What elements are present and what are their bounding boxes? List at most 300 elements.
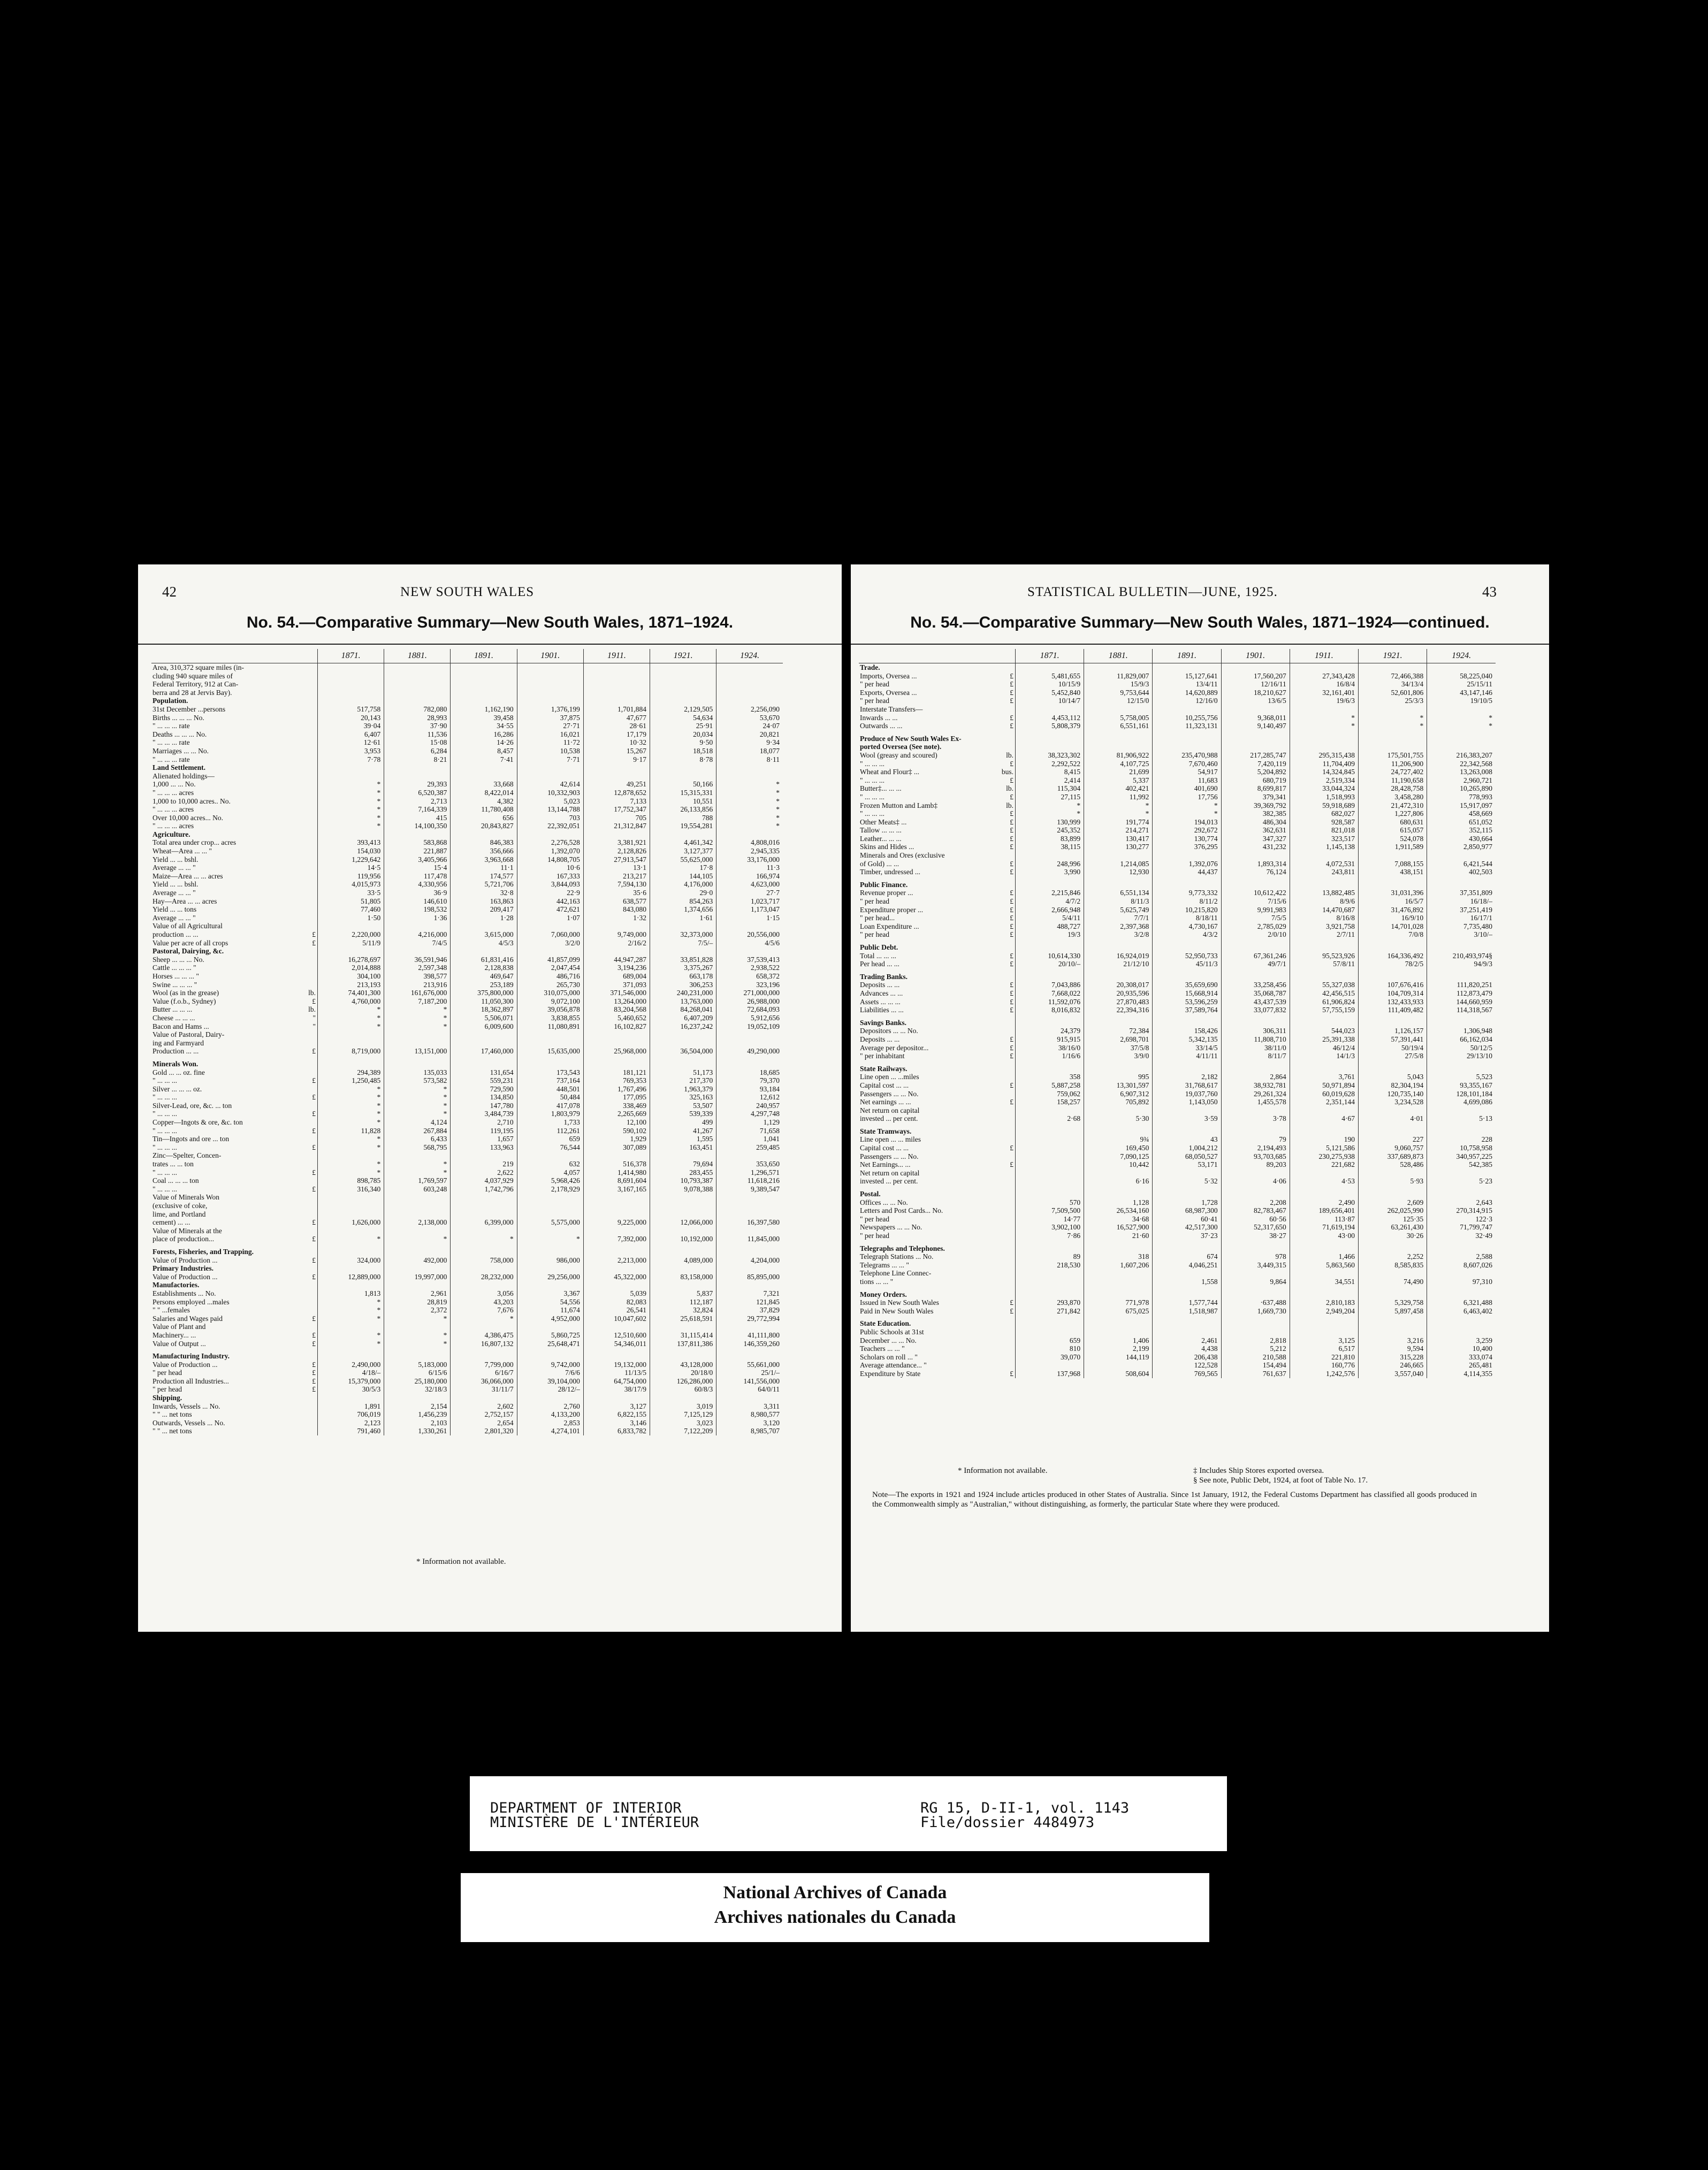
cell-value: 194,013 [1153, 818, 1221, 827]
cell-value: 3/2/0 [517, 939, 583, 948]
table-row [859, 784, 1496, 793]
table-row [859, 1090, 1496, 1098]
row-label: State Education. [860, 1319, 911, 1328]
cell-value: 85,895,000 [716, 1273, 783, 1281]
cell-value [583, 947, 650, 956]
row-unit [306, 672, 317, 681]
row-unit [997, 1090, 1015, 1098]
cell-value: 2,292,522 [1015, 760, 1084, 768]
row-unit [306, 830, 317, 839]
row-label: December ... ... No. [860, 1336, 917, 1344]
row-label: " ... ... ... [860, 759, 885, 768]
cell-value: 22,342,568 [1427, 760, 1496, 768]
cell-value [583, 763, 650, 772]
row-label: Manufacturing Industry. [152, 1352, 230, 1361]
cell-value: 217,370 [650, 1076, 716, 1085]
cell-value: * [318, 1005, 384, 1014]
cell-value: 5,329,758 [1358, 1298, 1427, 1307]
footnote-1: * Information not available. [958, 1466, 1048, 1475]
cell-value: 19/10/5 [1427, 697, 1496, 705]
cell-value [1427, 1328, 1496, 1336]
row-label: Deposits ... ... [860, 1035, 900, 1043]
row-label [151, 1056, 306, 1060]
cell-value: 33,176,000 [716, 855, 783, 864]
cell-value: 2,938,522 [716, 964, 783, 972]
cell-value [1221, 1127, 1290, 1136]
cell-value [1290, 973, 1358, 981]
row-label: Outwards, Vessels ... No. [152, 1418, 225, 1427]
cell-value: 431,232 [1221, 843, 1290, 851]
cell-value: 1,296,571 [716, 1168, 783, 1177]
row-label: (exclusive of coke, [152, 1202, 208, 1210]
cell-value: 26,541 [583, 1306, 650, 1315]
cell-value: 337,689,873 [1358, 1152, 1427, 1161]
cell-value: 20,308,017 [1084, 981, 1153, 989]
row-unit: £ [1010, 671, 1013, 680]
cell-value: 11·3 [716, 864, 783, 872]
cell-value [451, 697, 517, 705]
cell-value [517, 1243, 583, 1248]
cell-value: 262,025,990 [1358, 1206, 1427, 1215]
row-label: Wool (greasy and scoured) [860, 751, 937, 759]
cell-value: 11,829,007 [1084, 672, 1153, 681]
cell-value [1358, 1014, 1427, 1019]
row-label: Public Debt. [860, 943, 898, 951]
cell-value: 10,793,387 [650, 1176, 716, 1185]
row-unit [997, 1190, 1015, 1198]
cell-value: 15,267 [583, 747, 650, 755]
cell-value: 61,831,416 [451, 956, 517, 964]
cell-value: 89,203 [1221, 1160, 1290, 1169]
cell-value [517, 1210, 583, 1219]
cell-value: 2,622 [451, 1168, 517, 1177]
cell-value: 2/0/10 [1221, 930, 1290, 939]
cell-value: * [318, 1143, 384, 1152]
table-note: Note—The exports in 1921 and 1924 include articles produced in other States of Australia. Since 1st January, 1912, the Federal Customs Department has classified all goods produced in the Commonwealth simply as "Australian," without distinguishing, as formerly, the particular State where they were produced. [872, 1491, 1477, 1509]
cell-value: 4·01 [1358, 1114, 1427, 1123]
row-unit [997, 730, 1015, 735]
row-label: Assets ... ... ... [860, 997, 901, 1006]
cell-value [318, 1056, 384, 1060]
cell-value [384, 680, 451, 689]
cell-value: 7·41 [451, 755, 517, 764]
cell-value: 898,785 [318, 1176, 384, 1185]
cell-value: 20,556,000 [716, 930, 783, 939]
cell-value: 680,631 [1358, 818, 1427, 827]
cell-value [1015, 1123, 1084, 1127]
cell-value [451, 1394, 517, 1402]
cell-value: 4,730,167 [1153, 922, 1221, 931]
row-unit: £ [312, 1256, 316, 1264]
cell-value [650, 1248, 716, 1256]
cell-value: 10,255,756 [1153, 714, 1221, 722]
cell-value: 2,276,528 [517, 838, 583, 847]
row-label: " ... ... ... acres [152, 788, 194, 797]
row-unit: £ [1010, 1160, 1013, 1169]
summary-table [151, 649, 783, 1435]
cell-value: 3,761 [1290, 1073, 1358, 1081]
cell-value [384, 1243, 451, 1248]
table-row [859, 1353, 1496, 1362]
cell-value [650, 689, 716, 697]
table-row [151, 1306, 783, 1315]
row-label: Letters and Post Cards... No. [860, 1206, 943, 1215]
cell-value: * [318, 1298, 384, 1306]
cell-value: 4,808,016 [716, 838, 783, 847]
cell-value: 542,385 [1427, 1160, 1496, 1169]
cell-value [1153, 730, 1221, 735]
row-label: Depositors ... ... No. [860, 1027, 918, 1035]
cell-value: 33,668 [451, 780, 517, 789]
cell-value [1084, 1269, 1153, 1278]
cell-value: 1,173,047 [716, 905, 783, 914]
cell-value [1221, 881, 1290, 889]
cell-value: 31,476,892 [1358, 906, 1427, 914]
row-label: Timber, undressed ... [860, 868, 920, 876]
cell-value: 20,935,596 [1084, 989, 1153, 998]
cell-value: 68,050,527 [1153, 1152, 1221, 1161]
cell-value: 978 [1221, 1252, 1290, 1261]
cell-value [517, 697, 583, 705]
cell-value: 1,595 [650, 1135, 716, 1143]
cell-value: * [1084, 809, 1153, 818]
cell-value: 7,420,119 [1221, 760, 1290, 768]
table-row [859, 1315, 1496, 1319]
cell-value [384, 1227, 451, 1235]
cell-value: 8,719,000 [318, 1047, 384, 1056]
table-row [859, 705, 1496, 714]
cell-value: 32·8 [451, 889, 517, 897]
cell-value [1290, 1169, 1358, 1178]
cell-value [1015, 1106, 1084, 1115]
cell-value: 27·7 [716, 889, 783, 897]
cell-value: 25/3/3 [1358, 697, 1427, 705]
cell-value [583, 1264, 650, 1273]
row-unit: £ [1010, 809, 1013, 818]
table-row [859, 939, 1496, 943]
cell-value: 132,433,933 [1358, 998, 1427, 1006]
cell-value: 778,993 [1427, 793, 1496, 801]
cell-value: 15·4 [384, 864, 451, 872]
table-row [859, 1152, 1496, 1161]
cell-value [1221, 730, 1290, 735]
row-label: Copper—Ingots & ore, &c. ton [152, 1118, 243, 1127]
cell-value: 8·78 [650, 755, 716, 764]
cell-value: 39,104,000 [517, 1377, 583, 1386]
row-unit [997, 735, 1015, 743]
cell-value [1015, 1014, 1084, 1019]
table-row [151, 897, 783, 906]
cell-value: 1,669,730 [1221, 1307, 1290, 1316]
cell-value [650, 1348, 716, 1352]
cell-value: 130,999 [1015, 818, 1084, 827]
cell-value [318, 680, 384, 689]
cell-value: 55,625,000 [650, 855, 716, 864]
cell-value: 1,374,656 [650, 905, 716, 914]
cell-value: 6,399,000 [451, 1218, 517, 1227]
cell-value: 854,263 [650, 897, 716, 906]
cell-value [1153, 1019, 1221, 1027]
cell-value [1358, 1169, 1427, 1178]
cell-value [1427, 1286, 1496, 1290]
row-unit [997, 968, 1015, 973]
cell-value: 198,532 [384, 905, 451, 914]
cell-value [384, 830, 451, 839]
cell-value [1015, 1319, 1084, 1328]
cell-value: 2,818 [1221, 1336, 1290, 1345]
cell-value: 259,485 [716, 1143, 783, 1152]
cell-value: 4,382 [451, 797, 517, 806]
cell-value: 4/11/11 [1153, 1052, 1221, 1060]
cell-value: 6,421,544 [1427, 860, 1496, 868]
row-unit: £ [312, 1272, 316, 1281]
table-row [859, 1135, 1496, 1144]
cell-value [1015, 1152, 1084, 1161]
cell-value: 15/9/3 [1084, 680, 1153, 689]
row-unit [306, 797, 317, 806]
cell-value: 2,178,929 [517, 1185, 583, 1194]
cell-value: 3,902,100 [1015, 1223, 1084, 1232]
row-label: Yield ... ... bshl. [152, 855, 199, 864]
cell-value: 1,803,979 [517, 1110, 583, 1118]
cell-value: 1,129 [716, 1118, 783, 1127]
cell-value: 34/13/4 [1358, 680, 1427, 689]
cell-value: 1,376,199 [517, 705, 583, 714]
row-unit [997, 1315, 1015, 1319]
row-label: Minerals Won. [152, 1059, 199, 1068]
cell-value: 2,752,157 [451, 1410, 517, 1419]
cell-value [318, 1202, 384, 1210]
cell-value [650, 763, 716, 772]
cell-value: 21·60 [1084, 1232, 1153, 1240]
cell-value: * [318, 1118, 384, 1127]
cell-value: 60·41 [1153, 1215, 1221, 1224]
cell-value: 2,801,320 [451, 1427, 517, 1435]
table-row [859, 922, 1496, 931]
table-row [859, 818, 1496, 827]
cell-value [1084, 1290, 1153, 1299]
row-unit [997, 1215, 1015, 1224]
cell-value: 265,481 [1427, 1361, 1496, 1370]
cell-value: 29,256,000 [517, 1273, 583, 1281]
row-label: " per head [860, 697, 889, 705]
cell-value: 651,052 [1427, 818, 1496, 827]
cell-value [1358, 1123, 1427, 1127]
cell-value: 161,676,000 [384, 989, 451, 997]
cell-value: 29·0 [650, 889, 716, 897]
row-unit: £ [1010, 930, 1013, 939]
cell-value: 14·5 [318, 864, 384, 872]
cell-value: 659 [517, 1135, 583, 1143]
table-row [859, 1232, 1496, 1240]
cell-value [1358, 1286, 1427, 1290]
cell-value [1084, 973, 1153, 981]
cell-value [1084, 735, 1153, 743]
cell-value: 1,456,239 [384, 1410, 451, 1419]
table-row [151, 1243, 783, 1248]
cell-value: 706,019 [318, 1410, 384, 1419]
row-label: " per head [152, 1385, 182, 1394]
row-label: production ... ... [152, 930, 199, 938]
cell-value: 16,102,827 [583, 1022, 650, 1031]
cell-value: 27,913,547 [583, 855, 650, 864]
cell-value [650, 672, 716, 681]
cell-value: 191,774 [1084, 818, 1153, 827]
table-row [151, 1352, 783, 1361]
cell-value: 84,268,041 [650, 1005, 716, 1014]
row-unit: £ [312, 1185, 316, 1193]
cell-value: 37,251,419 [1427, 906, 1496, 914]
cell-value: 1,229,642 [318, 855, 384, 864]
cell-value: 10·6 [517, 864, 583, 872]
cell-value [318, 1210, 384, 1219]
row-unit [306, 738, 317, 747]
row-unit: £ [1010, 722, 1013, 730]
row-unit [306, 1419, 317, 1427]
cell-value: * [318, 1340, 384, 1348]
cell-value [1427, 968, 1496, 973]
cell-value: 19,132,000 [583, 1361, 650, 1369]
row-label: " per head [860, 680, 889, 689]
cell-value [384, 1202, 451, 1210]
row-label: Sheep ... ... ... No. [152, 955, 204, 964]
cell-value: 10,215,820 [1153, 906, 1221, 914]
table-row [151, 1030, 783, 1039]
cell-value: 3,146 [583, 1419, 650, 1427]
cell-value [583, 1323, 650, 1331]
cell-value: 2,490 [1290, 1198, 1358, 1207]
table-row [151, 981, 783, 989]
row-label: Deposits ... ... [860, 981, 900, 989]
cell-value: 57/8/11 [1290, 960, 1358, 968]
cell-value: 10,192,000 [650, 1235, 716, 1243]
cell-value: 304,100 [318, 972, 384, 981]
row-unit [997, 1286, 1015, 1290]
table-row [151, 1110, 783, 1118]
row-unit [306, 1410, 317, 1419]
cell-value: 9,742,000 [517, 1361, 583, 1369]
row-label: " ... ... ... [860, 776, 885, 784]
cell-value: 417,078 [517, 1102, 583, 1110]
cell-value [1221, 943, 1290, 952]
cell-value: 79 [1221, 1135, 1290, 1144]
cell-value: 51,173 [650, 1068, 716, 1077]
cell-value: 59,918,689 [1290, 801, 1358, 810]
summary-table [859, 649, 1496, 1378]
cell-value [1290, 1315, 1358, 1319]
row-unit [306, 763, 317, 772]
row-unit [997, 851, 1015, 860]
cell-value: * [1015, 801, 1084, 810]
cell-value: 9,072,100 [517, 997, 583, 1006]
cell-value [1427, 1014, 1496, 1019]
cell-value: 169,450 [1084, 1144, 1153, 1152]
cell-value: 49/7/1 [1221, 960, 1290, 968]
cell-value [650, 922, 716, 930]
row-label: " " ... net tons [152, 1410, 192, 1419]
cell-value [1427, 705, 1496, 714]
cell-value: 81,906,922 [1084, 751, 1153, 760]
cell-value [451, 1348, 517, 1352]
cell-value [1221, 663, 1290, 672]
cell-value: * [318, 1102, 384, 1110]
cell-value: 3,838,855 [517, 1014, 583, 1022]
cell-value: 38,115 [1015, 843, 1084, 851]
table-row [859, 1298, 1496, 1307]
row-label: Outwards ... ... [860, 722, 903, 730]
row-unit [997, 1261, 1015, 1270]
cell-value [716, 1151, 783, 1160]
cell-value: 371,546,000 [583, 989, 650, 997]
cell-value [1358, 1060, 1427, 1065]
row-label: Average ... ... " [152, 889, 196, 897]
cell-value: 20,843,827 [451, 822, 517, 830]
cell-value: 11,592,076 [1015, 998, 1084, 1006]
cell-value: 4·53 [1290, 1177, 1358, 1186]
cell-value [1358, 1065, 1427, 1073]
cell-value: 356,666 [451, 847, 517, 855]
cell-value: 33/14/5 [1153, 1044, 1221, 1052]
table-row [151, 989, 783, 997]
row-unit [306, 1348, 317, 1352]
cell-value: 12/16/0 [1153, 697, 1221, 705]
cell-value: 539,339 [650, 1110, 716, 1118]
cell-value [1290, 851, 1358, 860]
cell-value: 97,310 [1427, 1278, 1496, 1286]
cell-value: 1,607,206 [1084, 1261, 1153, 1270]
cell-value: 11,780,408 [451, 805, 517, 814]
cell-value: 7,392,000 [583, 1235, 650, 1243]
row-label: Line open ... ...miles [860, 1073, 919, 1081]
cell-value: 253,189 [451, 981, 517, 989]
cell-value: 21,699 [1084, 768, 1153, 776]
cell-value [1015, 743, 1084, 751]
cell-value: 16,278,697 [318, 956, 384, 964]
row-unit [306, 1118, 317, 1127]
table-row [151, 864, 783, 872]
cell-value: 16,021 [517, 730, 583, 739]
cell-value [1015, 1328, 1084, 1336]
cell-value [1427, 1065, 1496, 1073]
cell-value: 2,103 [384, 1419, 451, 1427]
row-label: Interstate Transfers— [860, 705, 923, 713]
cell-value: 8·11 [716, 755, 783, 764]
cell-value [1290, 1269, 1358, 1278]
row-unit: £ [1010, 843, 1013, 851]
cell-value [1153, 973, 1221, 981]
row-unit [306, 947, 317, 956]
cell-value: 13,301,597 [1084, 1081, 1153, 1090]
cell-value: * [384, 1022, 451, 1031]
cell-value [384, 1248, 451, 1256]
cell-value: * [384, 1085, 451, 1094]
cell-value: 5,023 [517, 797, 583, 806]
cell-value: 54,346,011 [583, 1340, 650, 1348]
cell-value: 362,631 [1221, 826, 1290, 835]
cell-value: 1,414,980 [583, 1168, 650, 1177]
row-unit: £ [312, 1168, 316, 1176]
row-label: " ... ... ... acres [152, 805, 194, 814]
cell-value: 3/9/0 [1084, 1052, 1153, 1060]
table-row [859, 1269, 1496, 1278]
table-row [151, 780, 783, 789]
table-row [859, 714, 1496, 722]
row-label [859, 1060, 997, 1065]
table-row [151, 1340, 783, 1348]
cell-value: 2/16/2 [583, 939, 650, 948]
row-unit: £ [1010, 1052, 1013, 1060]
row-label: Telephone Line Connec- [860, 1269, 932, 1278]
